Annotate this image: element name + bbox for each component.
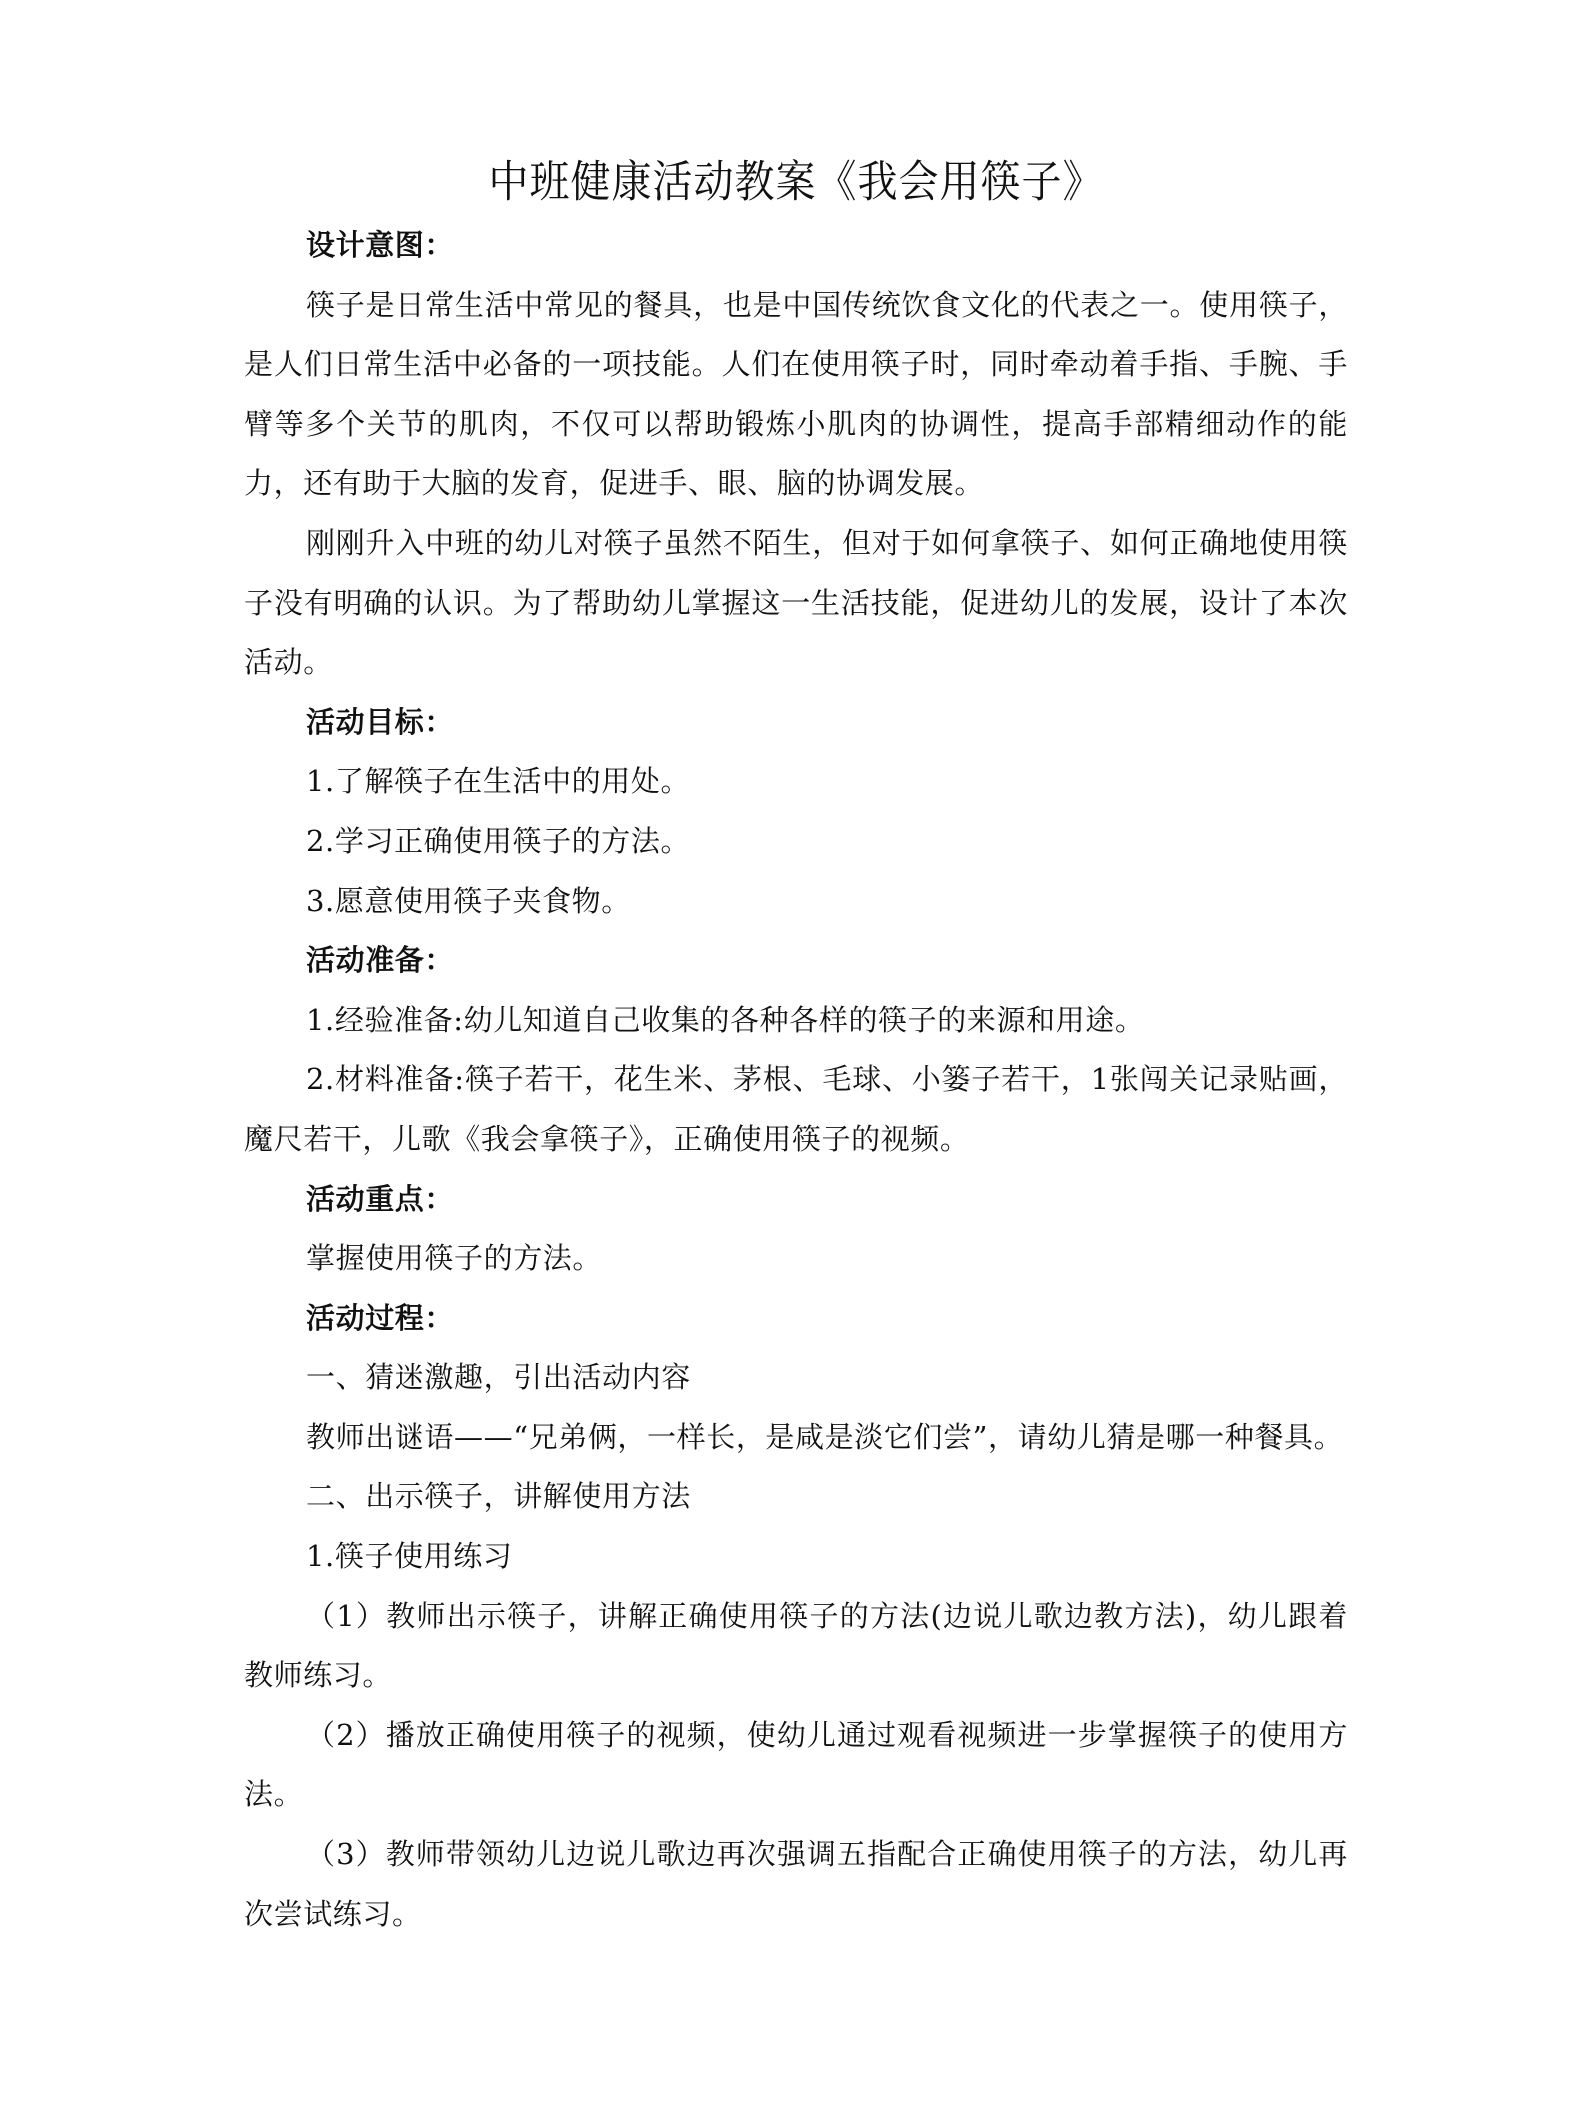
list-item: 3.愿意使用筷子夹食物。 (306, 883, 631, 918)
section-preparation (244, 931, 1348, 1169)
list-item: 2.材料准备:筷子若干，花生米、茅根、毛球、小篓子若干，1张闯关记录贴画，魔尺若干，儿歌《我会拿筷子》，正确使用筷子的视频。 (244, 1062, 1348, 1156)
paragraph: 掌握使用筷子的方法。 (306, 1241, 603, 1276)
list-item: 1.经验准备:幼儿知道自己收集的各种各样的筷子的来源和用途。 (306, 1002, 1145, 1037)
section-heading: 活动重点： (306, 1181, 455, 1216)
paragraph: 教师出谜语——“兄弟俩，一样长，是咸是淡它们尝”，请幼儿猜是哪一种餐具。 (306, 1419, 1344, 1454)
paragraph: （2）播放正确使用筷子的视频，使幼儿通过观看视频进一步掌握筷子的使用方法。 (244, 1717, 1348, 1812)
document-page (244, 150, 1348, 1944)
sub-step-title: 1.筷子使用练习 (306, 1539, 513, 1574)
section-goals (244, 693, 1348, 931)
section-heading: 活动目标： (306, 704, 455, 739)
step-title: 一、猜迷激趣，引出活动内容 (306, 1360, 691, 1395)
paragraph: 筷子是日常生活中常见的餐具，也是中国传统饮食文化的代表之一。使用筷子，是人们日常生活中必备的一项技能。人们在使用筷子时，同时牵动着手指、手腕、手臂等多个关节的肌肉，不仅可以帮助锻炼小肌肉的协调性，提高手部精细动作的能力，还有助于大脑的发育，促进手、眼、脑的协调发展。 (244, 287, 1348, 501)
section-heading: 设计意图： (306, 228, 455, 262)
paragraph: （1）教师出示筷子，讲解正确使用筷子的方法(边说儿歌边教方法)，幼儿跟着教师练习。 (244, 1598, 1348, 1693)
paragraph: （3）教师带领幼儿边说儿歌边再次强调五指配合正确使用筷子的方法，幼儿再次尝试练习。 (244, 1837, 1348, 1931)
step-title: 二、出示筷子，讲解使用方法 (306, 1479, 691, 1514)
list-item: 1.了解筷子在生活中的用处。 (306, 764, 691, 799)
paragraph: 刚刚升入中班的幼儿对筷子虽然不陌生，但对于如何拿筷子、如何正确地使用筷子没有明确的认识。为了帮助幼儿掌握这一生活技能，促进幼儿的发展，设计了本次活动。 (244, 525, 1348, 680)
section-design-intent (244, 216, 1348, 693)
document-title: 中班健康活动教案《我会用筷子》 (488, 156, 1104, 208)
section-key-point (244, 1170, 1348, 1289)
section-heading: 活动过程： (306, 1300, 455, 1335)
section-process (244, 1289, 1348, 1945)
list-item: 2.学习正确使用筷子的方法。 (306, 823, 691, 858)
section-heading: 活动准备： (306, 943, 455, 978)
